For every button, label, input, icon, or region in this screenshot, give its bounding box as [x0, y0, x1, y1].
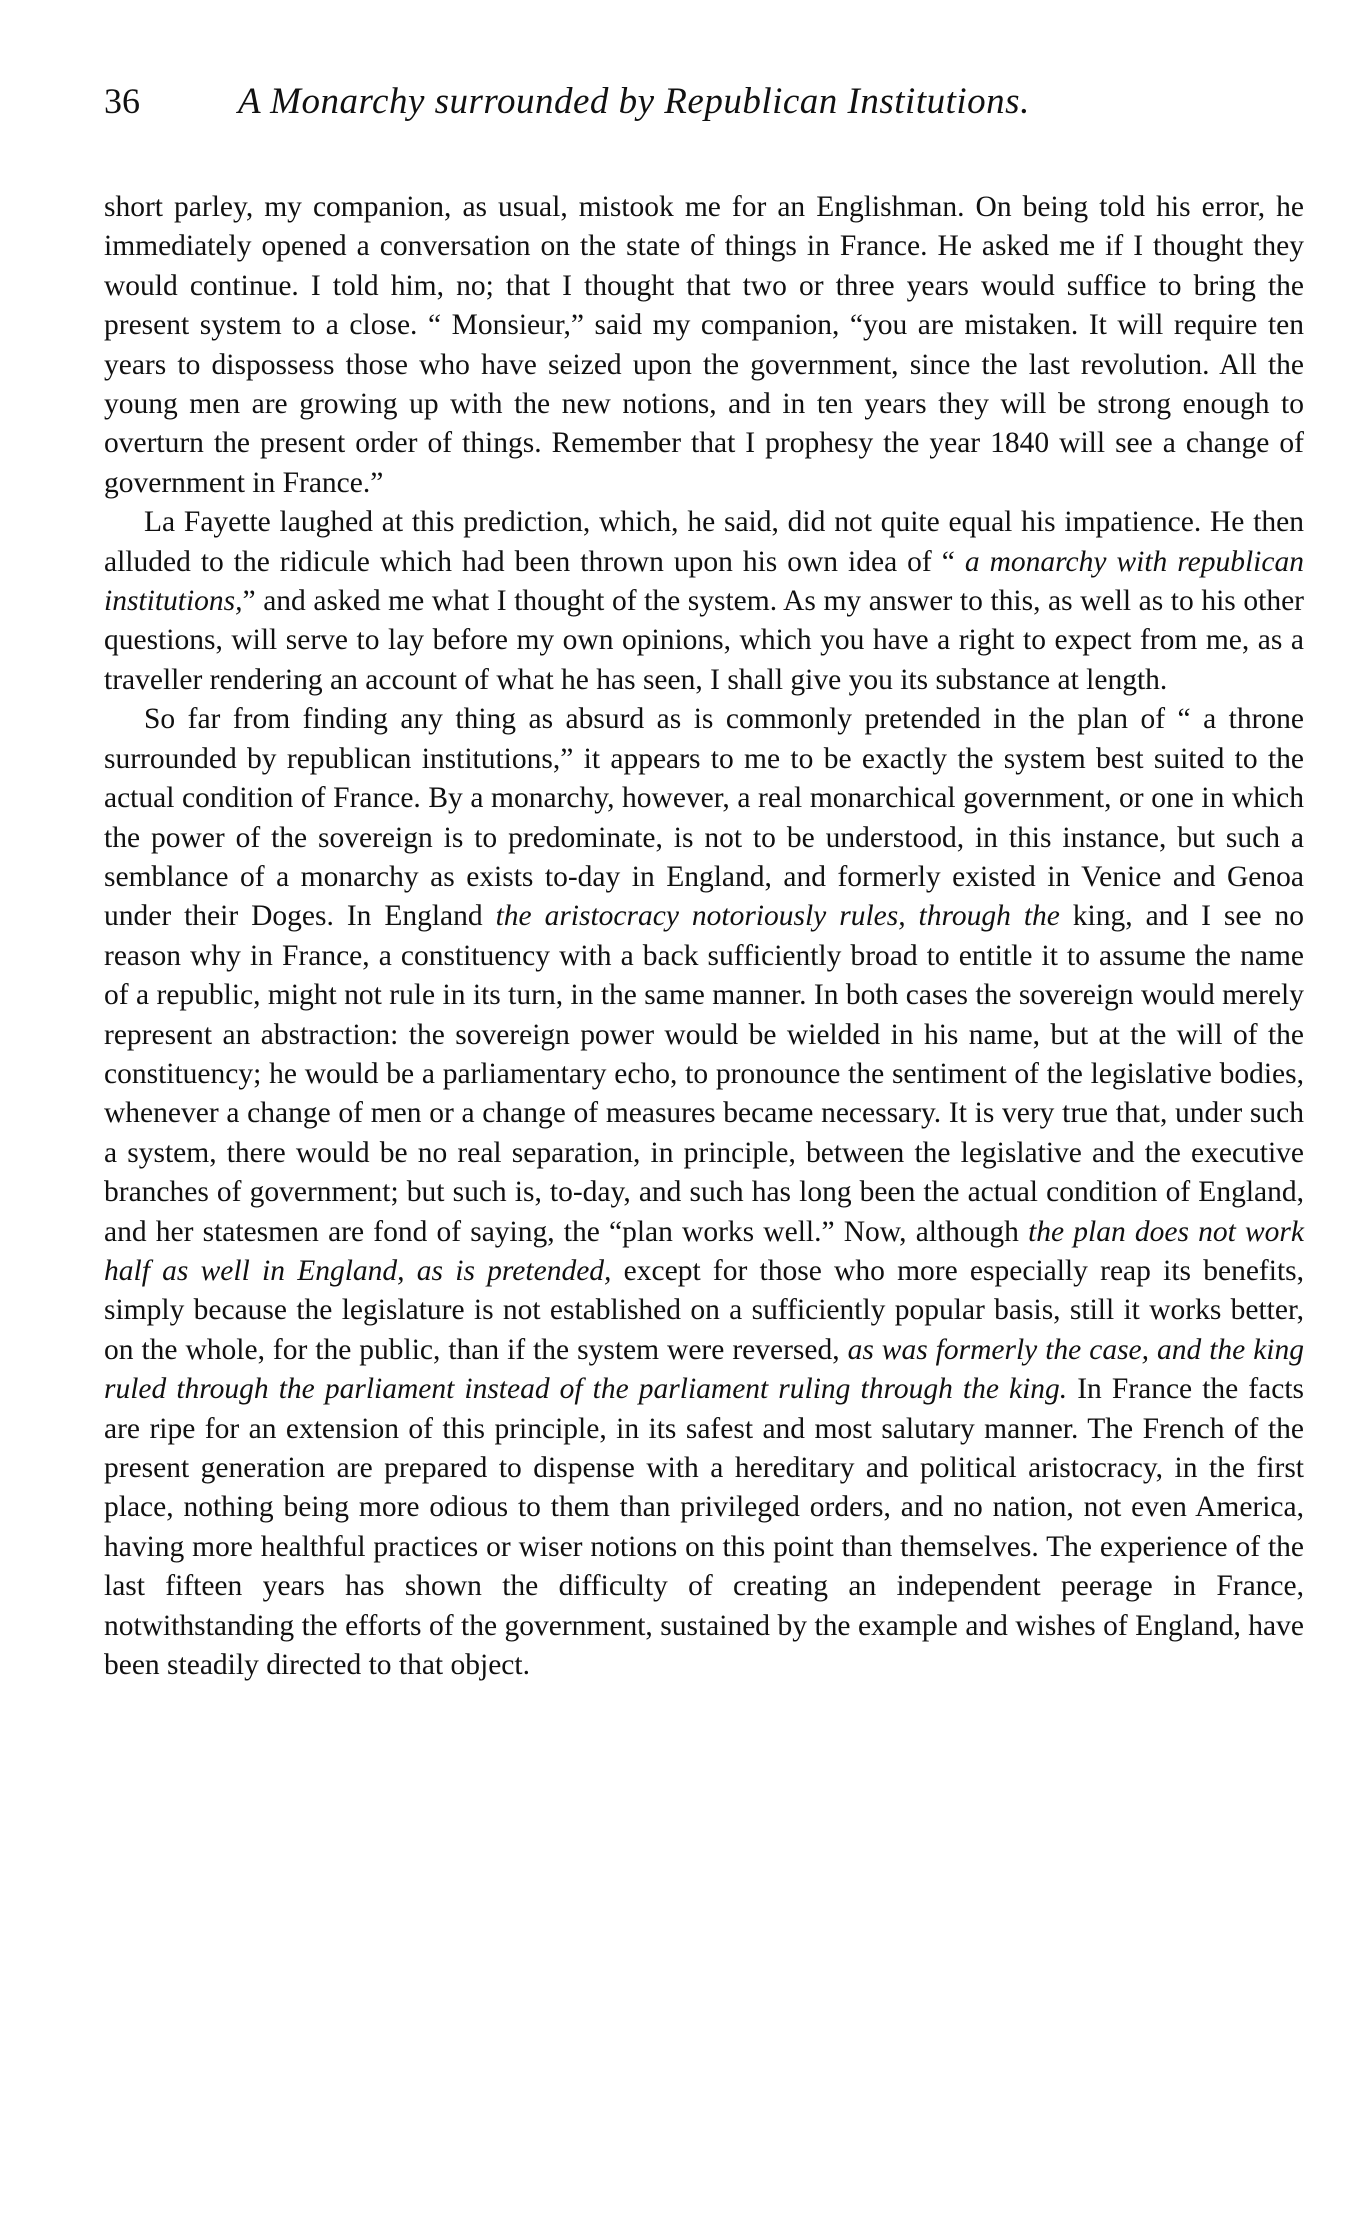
running-title: A Monarchy surrounded by Republican Institutions. [238, 81, 1030, 122]
italic-phrase: the plan does not work half as well in England, as is pretended, [104, 1215, 1304, 1287]
italic-phrase: the aristocracy notoriously rules, through the [495, 900, 1060, 933]
body-text [104, 188, 1304, 1685]
page-number: 36 [104, 81, 140, 121]
text-segment: La Fayette laughed at this prediction, which, he said, did not quite equal his impatience. He then alluded to the ridicule which had been thrown upon his own idea of “ [104, 506, 1304, 578]
text-segment: ” and asked me what I thought of the system. As my answer to this, as well as to his other questions, will serve to lay before my own opinions, which you have a right to expect from me, as a traveller rendering an account of what he has seen, I shall give you its substance at length. [104, 585, 1304, 696]
text-segment: king, and I see no reason why in France, a constituency with a back sufficiently broad to entitle it to assume the name of a republic, might not rule in its turn, in the same manner. In both cases the sovereign would merely represent an abstraction: the sovereign power would be wielded in his name, but at the will of the constituency; he would be a parliamentary echo, to pronounce the sentiment of the legislative bodies, whenever a change of men or a change of measures became necessary. It is very true that, under such a system, there would be no real separation, in principle, between the legislative and the executive branches of government; but such is, to-day, and such has long been the actual condition of England, and her statesmen are fond of saying, the “plan works well.” Now, although [104, 900, 1304, 1248]
paragraph-1 [104, 188, 1304, 503]
text-segment: short parley, my companion, as usual, mistook me for an Englishman. On being told his error, he immediately opened a conversation on the state of things in France. He asked me if I thought they would continue. I told him, no; that I thought that two or three years would suffice to bring the present system to a close. “ Monsieur,” said my companion, “you are mistaken. It will require ten years to dispossess those who have seized upon the government, since the last revolution. All the young men are growing up with the new notions, and in ten years they will be strong enough to overturn the present order of things. Remember that I prophesy the year 1840 will see a change of government in France.” [104, 191, 1304, 499]
paragraph-2 [104, 503, 1304, 700]
text-segment: So far from finding any thing as absurd as is commonly pretended in the plan of “ a throne surrounded by republican institutions,” it appears to me to be exactly the system best suited to the actual condition of France. By a monarchy, however, a real monarchical government, or one in which the power of the sovereign is to predominate, is not to be understood, in this instance, but such a semblance of a monarchy as exists to-day in England, and formerly existed in Venice and Genoa under their Doges. In England [104, 703, 1304, 933]
book-page [104, 80, 1304, 1685]
paragraph-3 [104, 700, 1304, 1685]
text-segment: In France the facts are ripe for an extension of this principle, in its safest and most salutary manner. The French of the present generation are prepared to dispense with a hereditary and political aristocracy, in the first place, nothing being more odious to them than privileged orders, and no nation, not even America, having more healthful practices or wiser notions on this point than themselves. The experience of the last fifteen years has shown the difficulty of creating an independent peerage in France, notwithstanding the efforts of the government, sustained by the example and wishes of England, have been steadily directed to that object. [104, 1373, 1304, 1682]
text-segment: except for those who more especially reap its benefits, simply because the legislature is not established on a sufficiently popular basis, still it works better, on the whole, for the public, than if the system were reversed, [104, 1254, 1304, 1366]
italic-phrase: as was formerly the case, and the king ruled through the parliament instead of the parliament ruling through the king. [104, 1333, 1304, 1406]
italic-phrase: a monarchy with republican institutions, [104, 545, 1304, 618]
running-head [104, 80, 1304, 140]
